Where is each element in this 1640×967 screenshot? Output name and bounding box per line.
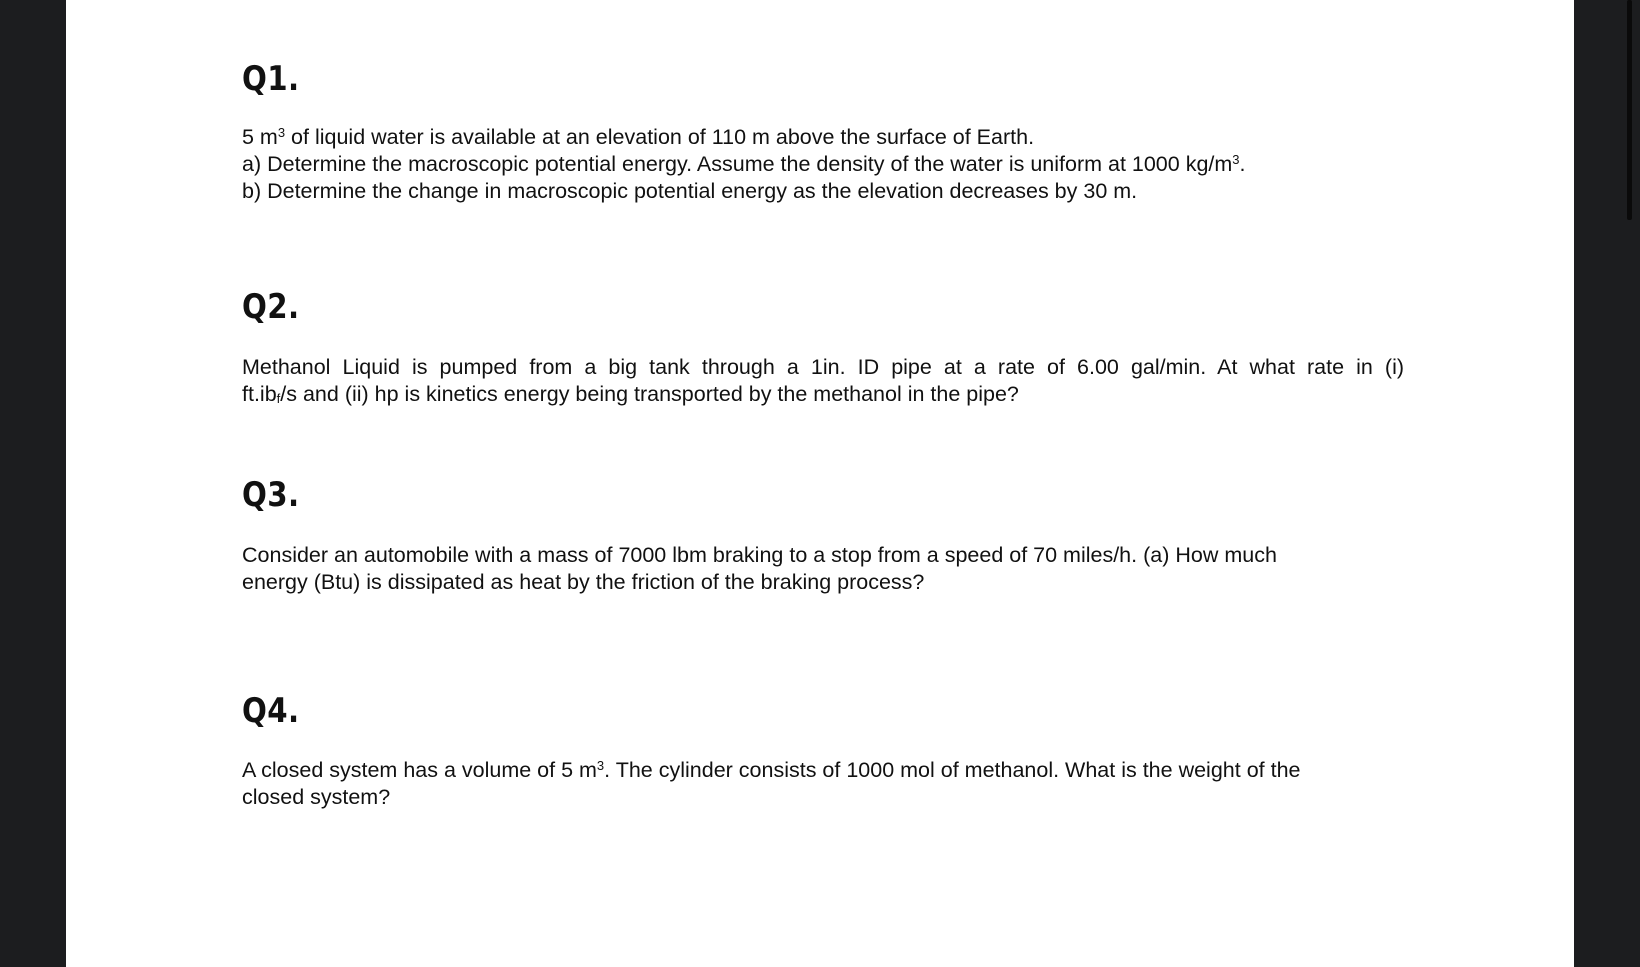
question-4-line-1: A closed system has a volume of 5 $m^3$. The cylinder consists of 1000 mol of methanol. What is the weight of the [242,758,1301,782]
document-page [66,0,1574,967]
question-4-heading: Q4. [242,691,300,731]
question-3-text [242,542,1402,596]
question-2-line-1: Methanol Liquid is pumped from a big tank through a 1in. ID pipe at a rate of 6.00 gal/min. At what rate in (i) [242,355,1404,379]
question-2-line-2: $ft.ib_f/s$ and (ii) hp is kinetics energy being transported by the methanol in the pipe? [242,382,1019,406]
question-1-line-2: a) Determine the macroscopic potential energy. Assume the density of the water is uniform at 1000 $kg/m^3$. [242,152,1246,176]
question-1-line-3: b) Determine the change in macroscopic potential energy as the elevation decreases by 30 m. [242,179,1138,203]
question-1-heading: Q1. [242,59,300,99]
question-1-line-1: 5 $m^3$ of liquid water is available at an elevation of 110 m above the surface of Earth. [242,125,1035,149]
question-1-text [242,124,1402,205]
vertical-scrollbar[interactable] [1627,0,1632,220]
question-3-line-2: energy (Btu) is dissipated as heat by the friction of the braking process? [242,570,925,594]
question-2-heading: Q2. [242,287,300,327]
question-3-heading: Q3. [242,475,300,515]
question-3-line-1: Consider an automobile with a mass of 7000 lbm braking to a stop from a speed of 70 miles/h. (a) How much [242,543,1277,567]
question-4-line-2: closed system? [242,785,391,809]
question-4-text [242,757,1402,811]
question-2-text [242,354,1404,408]
